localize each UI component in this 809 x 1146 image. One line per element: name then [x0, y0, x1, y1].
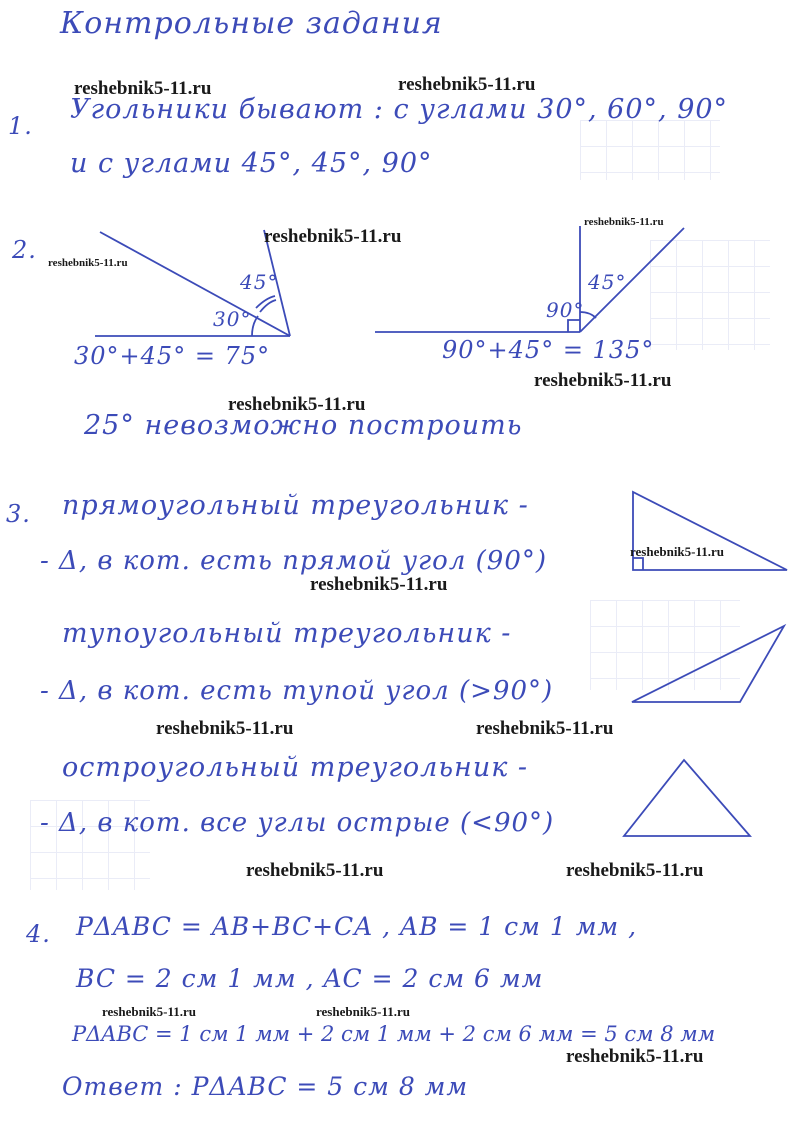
- watermark: reshebnik5-11.ru: [566, 860, 704, 881]
- watermark: reshebnik5-11.ru: [566, 1046, 704, 1067]
- acute-triangle-definition: - Δ, в кот. все углы острые (<90°): [40, 808, 555, 838]
- acute-triangle-term: остроугольный треугольник -: [62, 752, 529, 783]
- task-1-number: 1.: [8, 112, 33, 140]
- watermark: reshebnik5-11.ru: [630, 544, 725, 559]
- task-4-line-3: PΔABC = 1 см 1 мм + 2 см 1 мм + 2 см 6 мм = 5 см 8 мм: [72, 1022, 716, 1046]
- task-2-number: 2.: [12, 236, 37, 264]
- acute-triangle-figure: [620, 756, 760, 840]
- watermark: reshebnik5-11.ru: [584, 216, 664, 228]
- watermark: reshebnik5-11.ru: [74, 78, 212, 99]
- watermark: reshebnik5-11.ru: [228, 394, 366, 415]
- obtuse-triangle-figure: [628, 620, 788, 708]
- watermark: reshebnik5-11.ru: [246, 860, 384, 881]
- task-4-line-2: BC = 2 см 1 мм , AC = 2 см 6 мм: [76, 964, 544, 993]
- task-2-equation-1: 30°+45° = 75°: [74, 342, 271, 370]
- watermark: reshebnik5-11.ru: [316, 1004, 411, 1019]
- watermark: reshebnik5-11.ru: [156, 718, 294, 739]
- watermark: reshebnik5-11.ru: [310, 574, 448, 595]
- task-4-line-1: PΔABC = AB+BC+CA , AB = 1 см 1 мм ,: [76, 912, 638, 941]
- right-triangle-figure: [625, 488, 795, 578]
- angle-label-30: 30°: [213, 307, 252, 331]
- watermark: reshebnik5-11.ru: [102, 1004, 197, 1019]
- triangle: [624, 760, 750, 836]
- task-1-line-2: и с углами 45°, 45°, 90°: [70, 148, 433, 179]
- angle-label-45: 45°: [240, 270, 279, 294]
- page-title: Контрольные задания: [60, 6, 443, 41]
- watermark: reshebnik5-11.ru: [534, 370, 672, 391]
- watermark: reshebnik5-11.ru: [398, 74, 536, 95]
- angle-label-90: 90°: [546, 298, 585, 322]
- task-2-equation-2: 90°+45° = 135°: [442, 336, 655, 364]
- watermark: reshebnik5-11.ru: [264, 226, 402, 247]
- obtuse-triangle-term: тупоугольный треугольник -: [62, 618, 512, 649]
- grid-background: [580, 120, 720, 180]
- task-4-number: 4.: [26, 920, 51, 948]
- task-1-line-1: Угольники бывают : с углами 30°, 60°, 90°: [70, 94, 729, 125]
- right-triangle-definition: - Δ, в кот. есть прямой угол (90°): [40, 546, 548, 576]
- triangle: [632, 626, 784, 702]
- angle-label-45: 45°: [588, 270, 627, 294]
- right-triangle-term: прямоугольный треугольник -: [62, 490, 529, 521]
- task-4-answer: Ответ : PΔABC = 5 см 8 мм: [62, 1072, 469, 1101]
- task-3-number: 3.: [6, 500, 31, 528]
- angle-figure-2: [370, 220, 700, 340]
- watermark: reshebnik5-11.ru: [476, 718, 614, 739]
- watermark: reshebnik5-11.ru: [48, 257, 128, 269]
- obtuse-triangle-definition: - Δ, в кот. есть тупой угол (>90°): [40, 676, 554, 706]
- task-2-note: 25° невозможно построить: [84, 410, 523, 441]
